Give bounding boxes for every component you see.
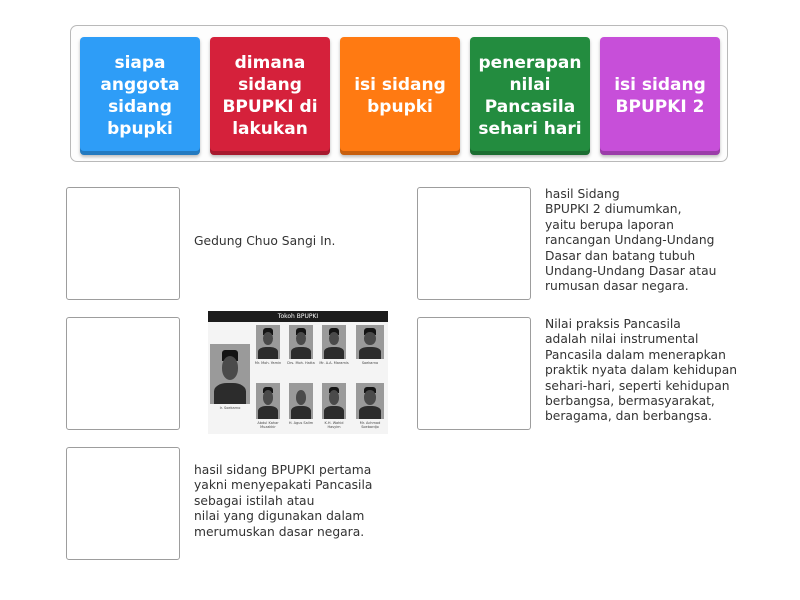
portrait: [356, 325, 384, 359]
answer-tile-tray: [70, 25, 728, 162]
tile-label: siapa anggota sidang bpupki: [100, 53, 180, 139]
portrait: [322, 383, 346, 419]
portrait: [256, 325, 280, 359]
photo-title: Tokoh BPUPKI: [208, 311, 388, 322]
tile-label: isi sidang BPUPKI 2: [614, 75, 706, 117]
photo-caption: H. Agus Salim: [288, 421, 314, 425]
portrait: [322, 325, 346, 359]
tokoh-bpupki-photo: [208, 311, 388, 434]
drop-zone-nilai-praksis[interactable]: [417, 317, 531, 430]
tile-siapa-anggota[interactable]: [80, 37, 200, 155]
portrait: [289, 325, 313, 359]
photo-caption: Mr. A.A. Maramis: [319, 361, 349, 365]
drop-zone-tokoh[interactable]: [66, 317, 180, 430]
photo-caption: Abdul Kahar Muzakkir: [257, 421, 279, 429]
tile-label: dimana sidang BPUPKI di lakukan: [222, 53, 318, 139]
drop-zone-hasil-sidang-1[interactable]: [66, 447, 180, 560]
photo-caption: Mr. Moh. Yamin: [254, 361, 282, 365]
photo-caption: Drs. Moh. Hatta: [287, 361, 315, 365]
portrait-large: [210, 344, 250, 404]
tile-label: penerapan nilai Pancasila sehari hari: [478, 53, 582, 139]
answer-text-nilai-praksis: Nilai praksis Pancasila adalah nilai instrumental Pancasila dalam menerapkan praktik nyata dalam kehidupan sehari-hari, seperti kehidupan berbangsa, bermasyarakat, beragama, dan berbangsa.: [545, 317, 738, 424]
tile-isi-sidang-2[interactable]: [600, 37, 720, 155]
tile-label: isi sidang bpupki: [354, 75, 446, 117]
portrait: [256, 383, 280, 419]
drop-zone-hasil-sidang-2[interactable]: [417, 187, 531, 300]
portrait: [356, 383, 384, 419]
tile-penerapan-nilai[interactable]: [470, 37, 590, 155]
photo-caption: Mr. Achmad Soebardjo: [359, 421, 381, 429]
photo-caption: K.H. Wahid Hasyim: [324, 421, 344, 429]
portrait: [289, 383, 313, 419]
photo-caption: Soekarno: [361, 361, 379, 365]
answer-text-hasil-sidang-2: hasil Sidang BPUPKI 2 diumumkan, yaitu berupa laporan rancangan Undang-Undang Dasar dan batang tubuh Undang-Undang Dasar atau rumusan dasar negara.: [545, 187, 717, 294]
tile-dimana-sidang[interactable]: [210, 37, 330, 155]
tile-isi-sidang[interactable]: [340, 37, 460, 155]
photo-caption: Ir. Soekarno: [219, 406, 241, 410]
answer-text-hasil-sidang-1: hasil sidang BPUPKI pertama yakni menyepakati Pancasila sebagai istilah atau nilai yang digunakan dalam merumuskan dasar negara.: [194, 463, 373, 539]
drop-zone-gedung[interactable]: [66, 187, 180, 300]
answer-text-gedung: Gedung Chuo Sangi In.: [194, 234, 336, 248]
